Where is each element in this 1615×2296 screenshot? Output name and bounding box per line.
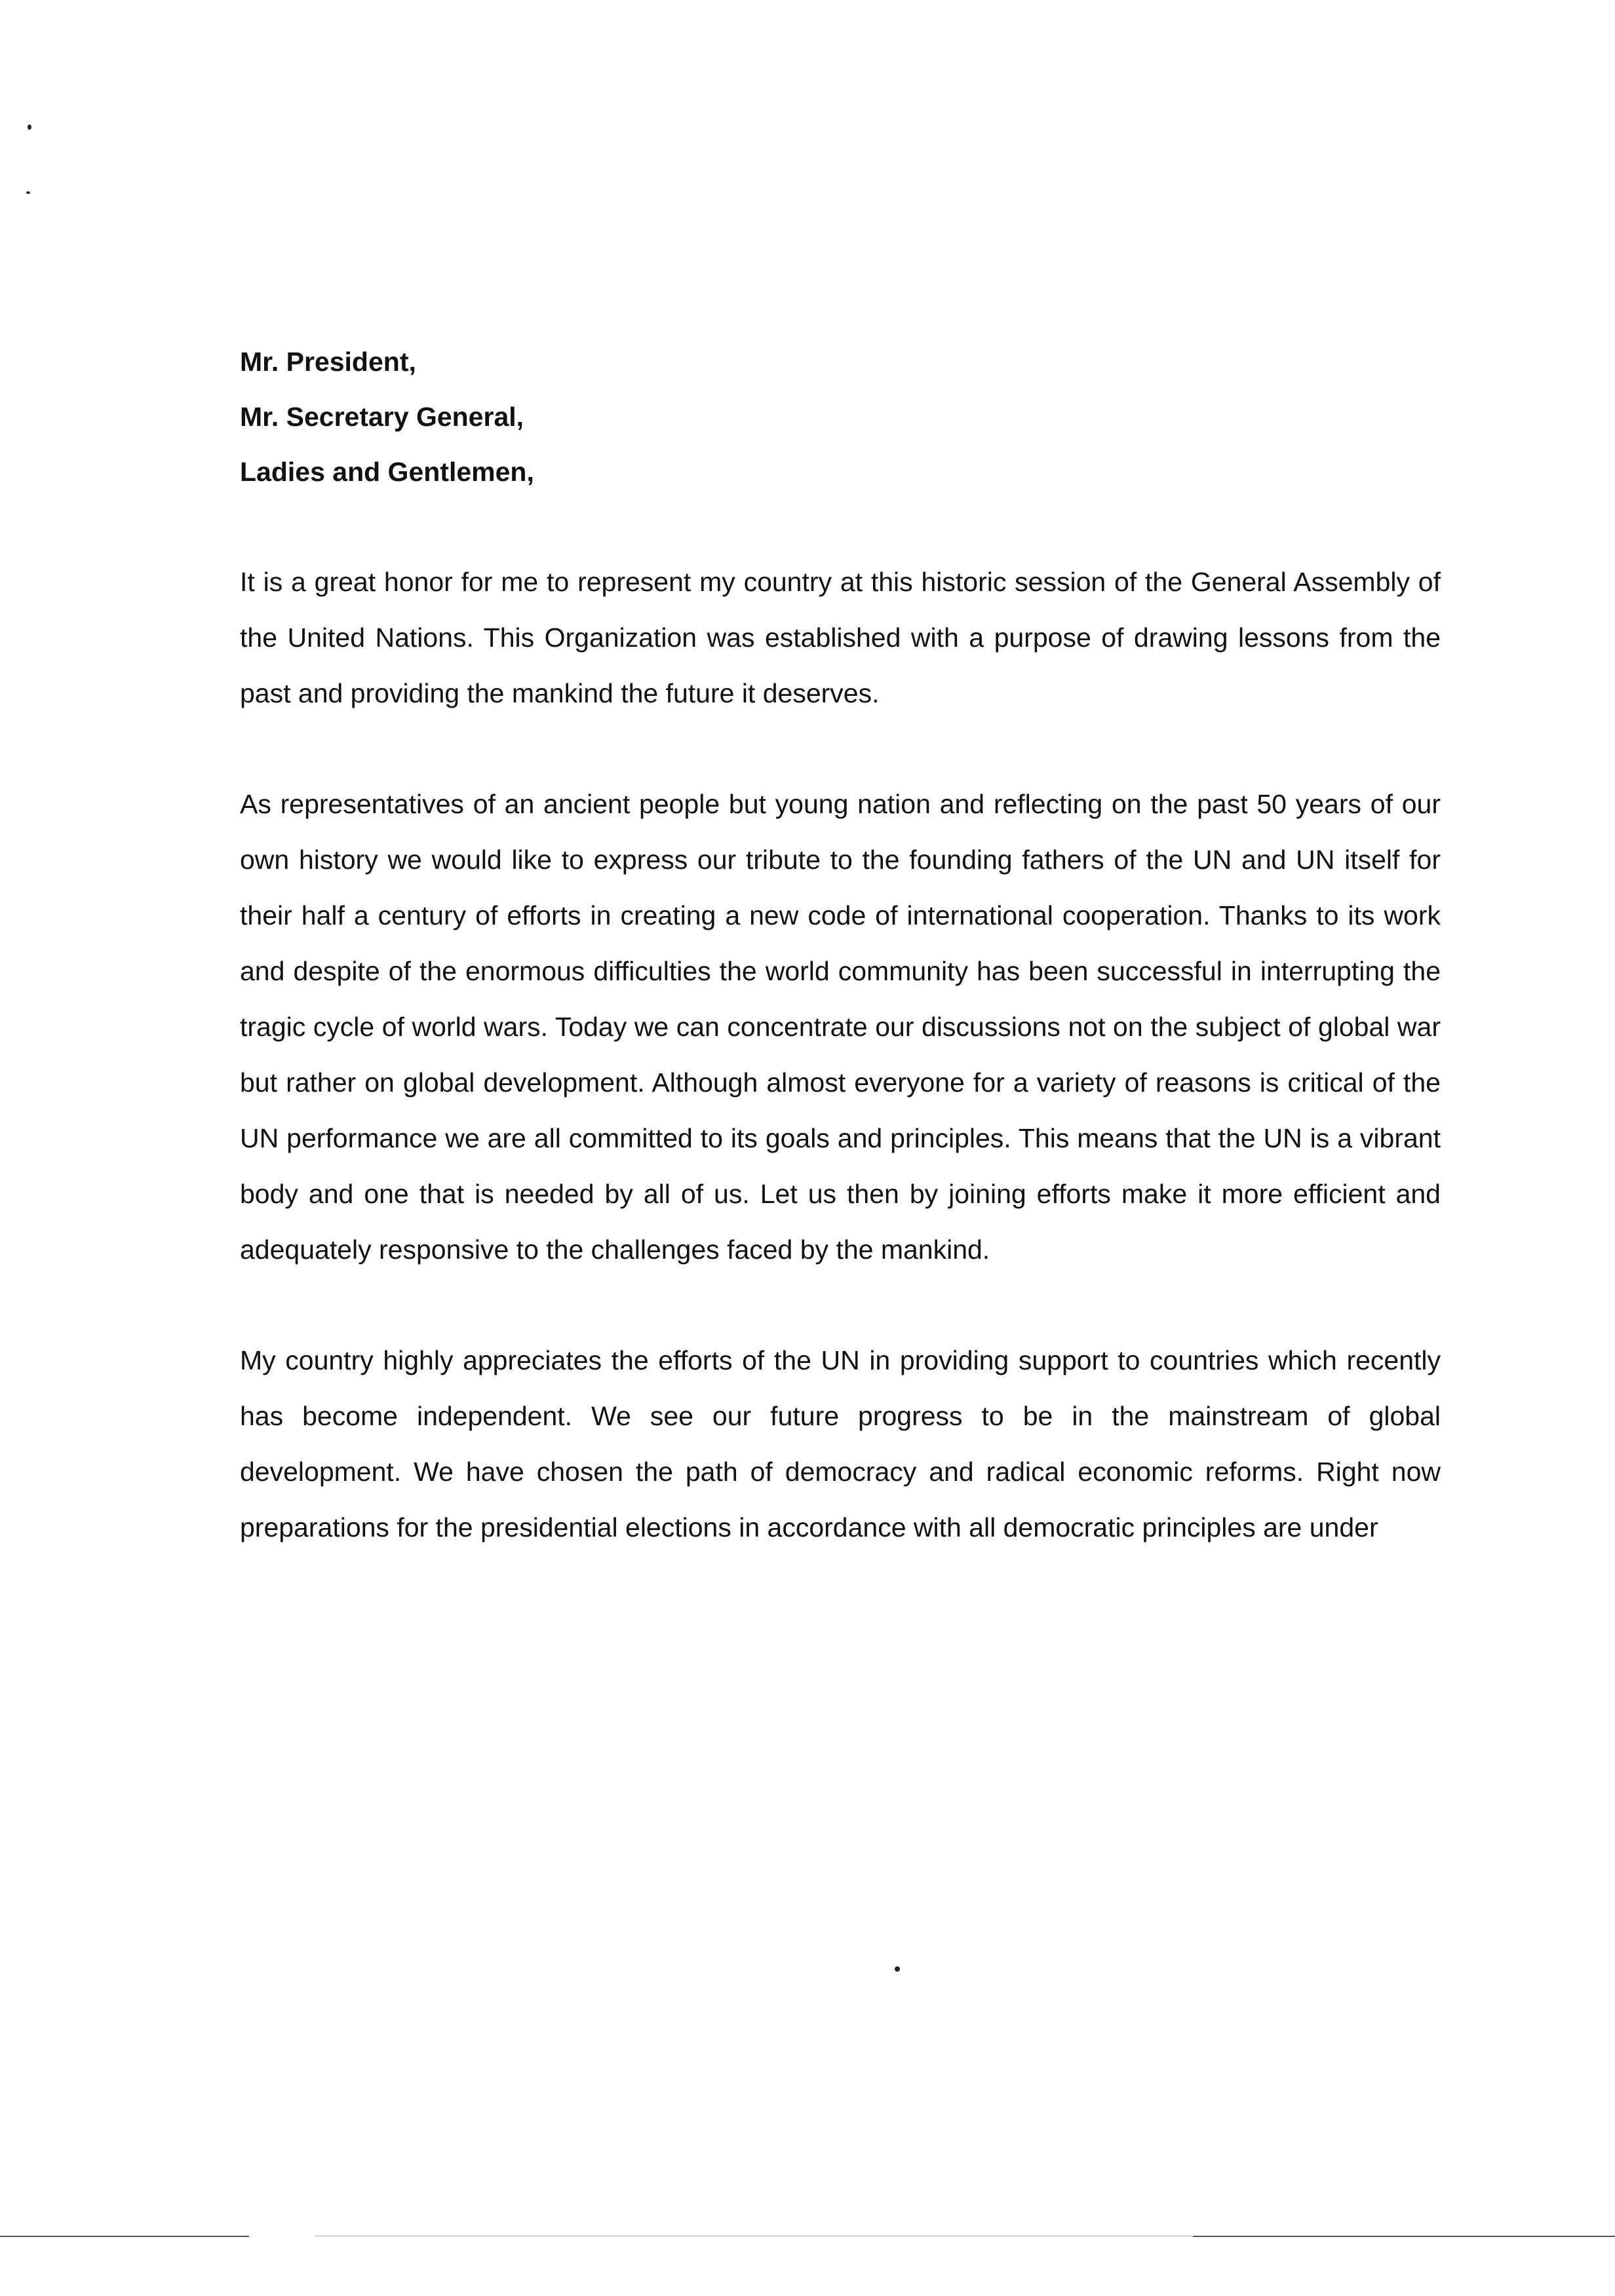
salutation-president: Mr. President, bbox=[240, 347, 416, 377]
scan-speck bbox=[28, 124, 31, 130]
bottom-rule-right bbox=[1193, 2236, 1615, 2237]
salutation-secretary-general: Mr. Secretary General, bbox=[240, 402, 524, 432]
letter-body bbox=[240, 334, 1441, 1556]
bottom-rule-left bbox=[0, 2236, 249, 2237]
paragraph-2: As representatives of an ancient people but young nation and reflecting on the past 50 years of our own history we would like to express our tribute to the founding fathers of the UN and UN itself for their half a century of efforts in creating a new code of international cooperation. Thanks to its work and despite of the enormous difficulties the world community has been successful in interrupting the tragic cycle of world wars. Today we can concentrate our discussions not on the subject of global war but rather on global development. Although almost everyone for a variety of reasons is critical of the UN performance we are all committed to its goals and principles. This means that the UN is a vibrant body and one that is needed by all of us. Let us then by joining efforts make it more efficient and adequately responsive to the challenges faced by the mankind. bbox=[240, 789, 1441, 1265]
salutation-ladies-gentlemen: Ladies and Gentlemen, bbox=[240, 457, 534, 487]
scan-speck bbox=[26, 191, 30, 194]
page-mark-dot bbox=[895, 1966, 900, 1972]
paragraph-3: My country highly appreciates the efforts of the UN in providing support to countries which recently has become independent. We see our future progress to be in the mainstream of global development. We have chosen the path of democracy and radical economic reforms. Right now preparations for the presidential elections in accordance with all democratic principles are under bbox=[240, 1345, 1441, 1542]
paragraph-1: It is a great honor for me to represent my country at this historic session of the General Assembly of the United Nations. This Organization was established with a purpose of drawing lessons from the past and providing the mankind the future it deserves. bbox=[240, 567, 1441, 708]
